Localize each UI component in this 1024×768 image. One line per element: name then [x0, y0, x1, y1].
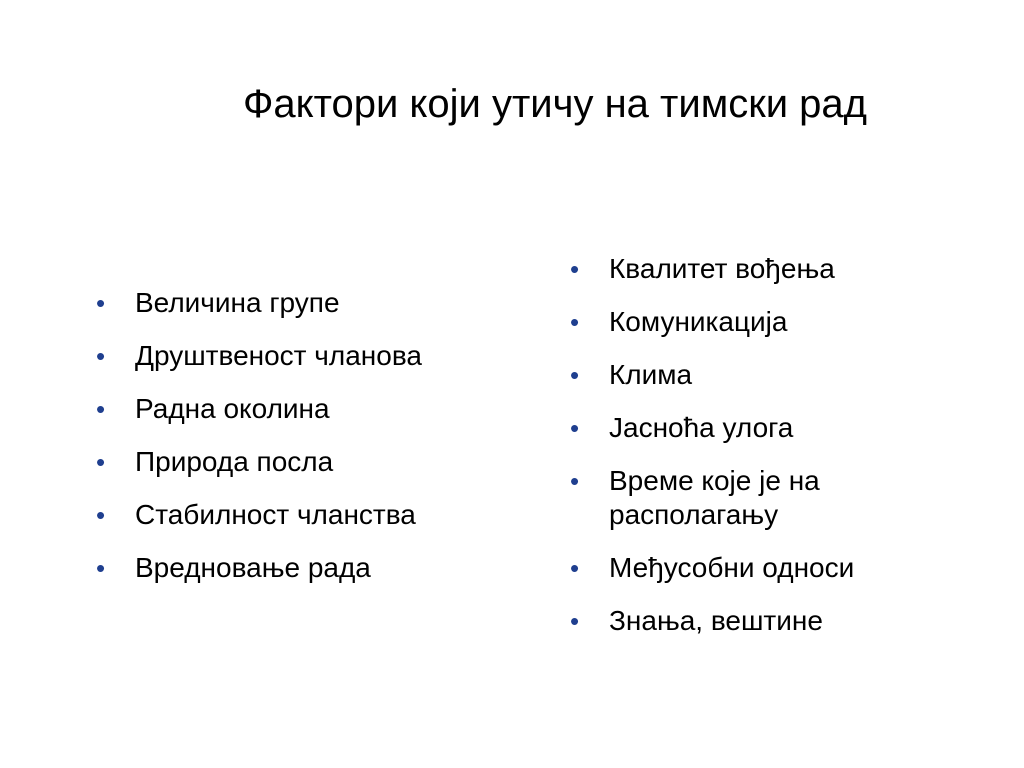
slide-title: Фактори који утичу на тимски рад [243, 82, 867, 126]
bullet-icon: • [570, 254, 580, 284]
bullet-icon: • [570, 466, 580, 496]
list-item-text: Клима [609, 359, 693, 390]
list-item [570, 252, 970, 286]
bullet-icon: • [96, 394, 106, 424]
bullet-icon: • [570, 413, 580, 443]
bullet-icon: • [96, 553, 106, 583]
list-item-text: Природа посла [135, 446, 334, 477]
list-item [570, 464, 970, 532]
list-item [96, 286, 526, 320]
list-item [570, 305, 970, 339]
list-item-text: Вредновање рада [135, 552, 371, 583]
list-item [570, 411, 970, 445]
list-item-text: Друштвеност чланова [135, 340, 422, 371]
list-item [570, 604, 970, 638]
bullet-icon: • [570, 553, 580, 583]
list-item-text: Величина групе [135, 287, 340, 318]
list-item-text: Комуникација [609, 306, 788, 337]
bullet-icon: • [570, 307, 580, 337]
list-item [96, 339, 526, 373]
list-item [570, 358, 970, 392]
list-item [96, 498, 526, 532]
list-item-text: Стабилност чланства [135, 499, 416, 530]
list-item [96, 551, 526, 585]
list-item [96, 445, 526, 479]
list-item [96, 392, 526, 426]
list-item-text: Знања, вештине [609, 605, 823, 636]
bullet-icon: • [96, 447, 106, 477]
list-item-text: Јасноћа улога [609, 412, 794, 443]
list-item-text: Време које је на располагању [609, 465, 820, 530]
bullet-icon: • [96, 500, 106, 530]
list-item-text: Квалитет вођења [609, 253, 835, 284]
bullet-icon: • [96, 288, 106, 318]
bullet-icon: • [570, 360, 580, 390]
right-bullet-list [570, 252, 970, 657]
list-item-text: Међусобни односи [609, 552, 855, 583]
bullet-icon: • [570, 606, 580, 636]
bullet-icon: • [96, 341, 106, 371]
left-bullet-list [96, 286, 526, 604]
list-item [570, 551, 970, 585]
list-item-text: Радна околина [135, 393, 330, 424]
